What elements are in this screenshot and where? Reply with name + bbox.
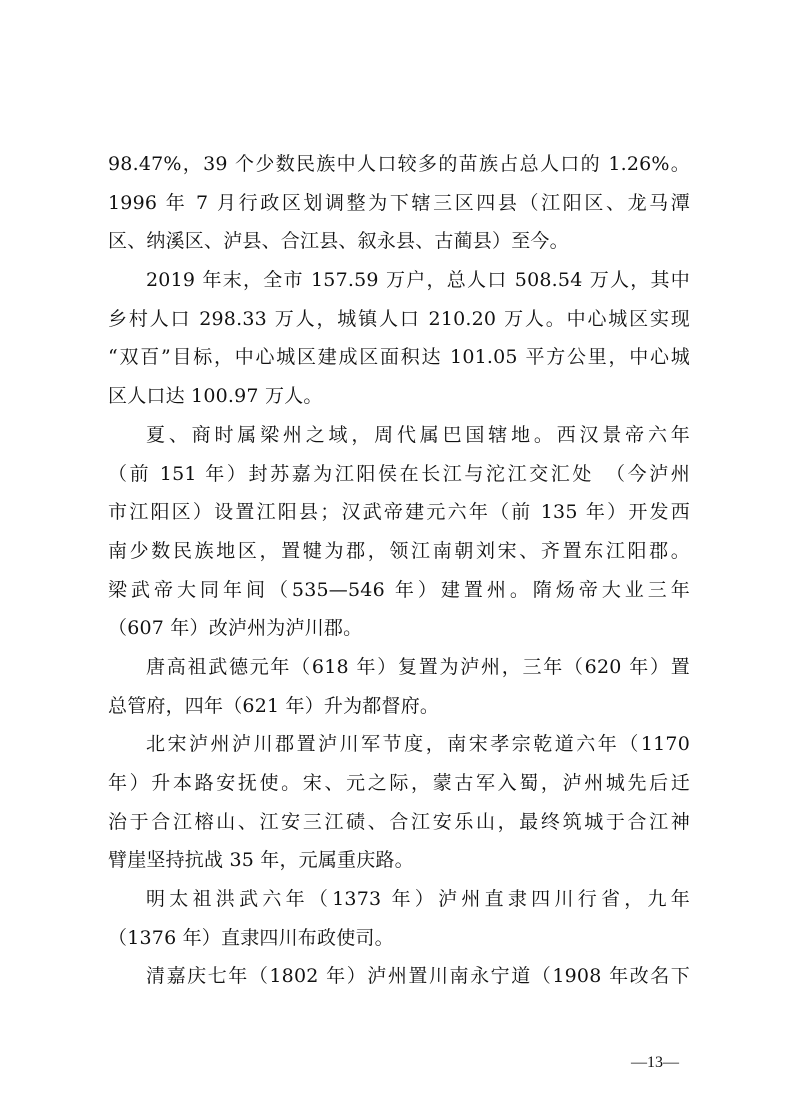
text-line: （607 年）改泸州为泸川郡。 (108, 617, 363, 640)
text-line: （前 151 年）封苏嘉为江阳侯在长江与沱江交汇处 （今泸州 (108, 462, 690, 485)
text-line: 总管府，四年（621 年）升为都督府。 (108, 694, 440, 717)
text-line: 北宋泸州泸川郡置泸川军节度，南宋孝宗乾道六年（1170 (146, 733, 690, 756)
text-line: 臂崖坚持抗战 35 年，元属重庆路。 (108, 849, 414, 872)
page-number: —13— (631, 1054, 679, 1071)
text-line: 明太祖洪武六年（1373 年）泸州直隶四川行省，九年 (146, 888, 690, 911)
text-line: 夏、商时属梁州之域，周代属巴国辖地。西汉景帝六年 (146, 423, 690, 446)
text-line: 南少数民族地区，置犍为郡，领江南朝刘宋、齐置东江阳郡。 (108, 539, 690, 562)
text-line: 1996 年 7 月行政区划调整为下辖三区四县（江阳区、龙马潭 (108, 191, 690, 214)
text-line: 乡村人口 298.33 万人，城镇人口 210.20 万人。中心城区实现 (108, 307, 690, 330)
text-line: 98.47%，39 个少数民族中人口较多的苗族占总人口的 1.26%。 (108, 153, 690, 175)
text-line: 唐高祖武德元年（618 年）复置为泸州，三年（620 年）置 (146, 655, 690, 678)
body-text (108, 145, 690, 996)
text-line: 清嘉庆七年（1802 年）泸州置川南永宁道（1908 年改名下 (146, 965, 690, 988)
text-line: 区人口达 100.97 万人。 (108, 385, 323, 408)
text-line: 市江阳区）设置江阳县；汉武帝建元六年（前 135 年）开发西 (108, 501, 690, 524)
text-line: 2019 年末，全市 157.59 万户，总人口 508.54 万人，其中 (146, 269, 690, 292)
text-line: 年）升本路安抚使。宋、元之际，蒙古军入蜀，泸州城先后迁 (108, 772, 690, 794)
text-line: 梁武帝大同年间（535—546 年）建置州。隋炀帝大业三年 (108, 578, 690, 601)
text-line: （1376 年）直隶四川布政使司。 (108, 926, 394, 949)
text-line: “双百”目标，中心城区建成区面积达 101.05 平方公里，中心城 (108, 346, 690, 369)
text-line: 区、纳溪区、泸县、合江县、叙永县、古蔺县）至今。 (108, 230, 569, 253)
text-line: 治于合江榕山、江安三江碛、合江安乐山，最终筑城于合江神 (108, 810, 690, 833)
